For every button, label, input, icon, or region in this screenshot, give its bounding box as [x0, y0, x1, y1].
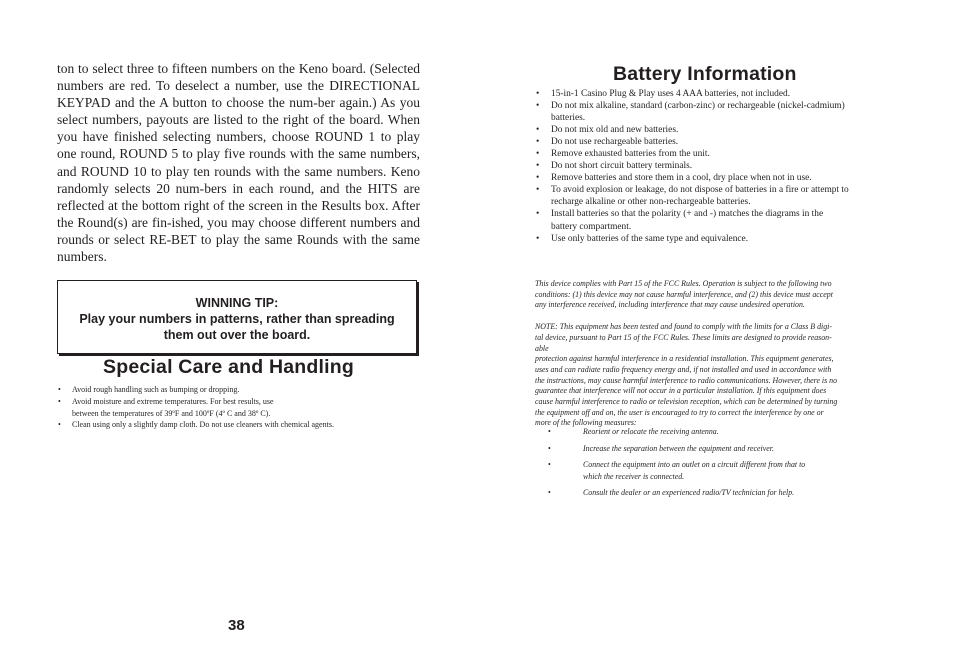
intro-line: bers in each round, and the HITS are reflected at the bottom: [57, 180, 420, 213]
battery-item-text: To avoid explosion or leakage, do not dispose of batteries in a fire or attempt to: [551, 185, 849, 196]
bullet-icon: •: [548, 460, 551, 469]
bullet-icon: •: [536, 149, 540, 160]
fcc-measure: [548, 443, 878, 455]
fcc-measure-text: Reorient or relocate the receiving antenna.: [583, 427, 719, 436]
battery-item-continued: [535, 112, 895, 124]
care-item: [57, 384, 397, 396]
care-item-text: Clean using only a slightly damp cloth. Do not use cleaners with chemical agents.: [72, 420, 334, 430]
intro-line: ished, you may choose different numbers and rounds or select: [57, 214, 420, 247]
battery-item: [535, 136, 895, 148]
winning-tip-box: [57, 280, 417, 354]
bullet-icon: •: [536, 89, 540, 99]
care-item-text: between the temperatures of 39ºF and 100ºF (4º C and 38º C).: [72, 408, 271, 418]
keno-paragraph: [57, 60, 420, 265]
fcc-measure-text: Consult the dealer or an experienced radio/TV technician for help.: [583, 488, 795, 497]
intro-line: DIRECTIONAL KEYPAD and the A button to choose the num-: [57, 78, 420, 111]
care-item-text: Avoid rough handling such as bumping or dropping.: [72, 385, 240, 394]
bullet-icon: •: [536, 233, 540, 244]
fcc-line: conditions: (1) this device may not cause harmful interference, and (2) this device must accept: [535, 289, 833, 299]
bullet-icon: •: [548, 488, 551, 497]
fcc-measure: [548, 459, 878, 482]
fcc-line: more of the following measures:: [535, 418, 637, 428]
care-list: [57, 384, 397, 431]
battery-item-text: Install batteries so that the polarity (+ and -) matches the diagrams in the: [551, 209, 824, 220]
fcc-line: the instructions, may cause harmful interference to radio communications. However, there is no: [535, 375, 838, 385]
care-item-text: Avoid moisture and extreme temperatures. For best results, use: [72, 396, 274, 406]
fcc-statement: [535, 279, 895, 429]
fcc-line: cause harmful interference to radio or television reception, which can be determined by turning: [535, 397, 838, 407]
battery-list: [535, 88, 895, 245]
intro-line: ton to select three to fifteen numbers on the Keno board.: [57, 61, 366, 76]
bullet-icon: •: [536, 101, 540, 112]
battery-item-continued: [535, 221, 895, 233]
battery-item-text: Do not mix alkaline, standard (carbon-zinc) or rechargeable (nickel-cadmium): [551, 101, 845, 112]
fcc-line: uses and can radiate radio frequency energy and, if not installed and used in accordance with: [535, 364, 832, 374]
battery-item-text: Remove batteries and store them in a cool, dry place when not in use.: [551, 173, 812, 184]
battery-item-text: Do not short circuit battery terminals.: [551, 161, 693, 172]
battery-item: [535, 124, 895, 136]
care-item: [57, 419, 397, 431]
battery-item-text: Do not use rechargeable batteries.: [551, 137, 679, 148]
fcc-measure: [548, 487, 878, 499]
fcc-line: any interference received, including interference that may cause undesired operation.: [535, 300, 805, 310]
bullet-icon: •: [536, 173, 540, 184]
battery-item: [535, 208, 895, 220]
battery-item: [535, 184, 895, 196]
fcc-line: protection against harmful interference in a residential installation. This equipment generates,: [535, 354, 834, 364]
intro-line: RE-BET to play the same Rounds with the same numbers.: [57, 231, 420, 265]
keno-instructions: [57, 60, 420, 265]
battery-item: [535, 100, 895, 112]
care-heading: Special Care and Handling: [103, 356, 354, 378]
intro-line: of the board. When you have finished selecting numbers,: [57, 112, 421, 145]
intro-line: right of the screen in the Results box. After the Round(s) are fin-: [57, 197, 421, 230]
intro-line: choose ROUND 1 to play one round, ROUND 5 to play five: [57, 129, 421, 162]
battery-heading: Battery Information: [613, 63, 797, 85]
page-number: 38: [228, 617, 245, 634]
battery-item-text: Do not mix old and new batteries.: [551, 125, 679, 136]
tip-line: Play your numbers in patterns, rather than spreading: [79, 312, 395, 326]
bullet-icon: •: [536, 161, 540, 172]
fcc-measure-text: which the receiver is connected.: [583, 471, 685, 481]
fcc-line: NOTE: This equipment has been tested and found to comply with the limits for a Class B digi-: [535, 322, 832, 332]
battery-item: [535, 88, 895, 100]
fcc-measure-text: Connect the equipment into an outlet on a circuit different from that to: [583, 460, 806, 469]
bullet-icon: •: [536, 125, 540, 136]
battery-item-text: 15-in-1 Casino Plug & Play uses 4 AAA batteries, not included.: [551, 89, 791, 99]
fcc-line: tal device, pursuant to Part 15 of the FCC Rules. These limits are designed to provide reason-: [535, 332, 832, 342]
tip-line: them out over the board.: [163, 328, 311, 342]
bullet-icon: •: [548, 443, 551, 453]
fcc-measure-text: Increase the separation between the equipment and receiver.: [583, 443, 774, 453]
battery-item: [535, 160, 895, 172]
battery-item: [535, 148, 895, 160]
bullet-icon: •: [536, 185, 540, 196]
battery-item-text: Remove exhausted batteries from the unit.: [551, 149, 710, 160]
battery-item-text: Use only batteries of the same type and equivalence.: [551, 233, 749, 244]
fcc-measures-list: [548, 426, 878, 504]
battery-item-continued: [535, 196, 895, 208]
fcc-measure: [548, 426, 878, 438]
intro-line: ber again.) As you select numbers, payouts are listed to the right: [57, 95, 420, 128]
bullet-icon: •: [536, 137, 540, 148]
intro-line: (Selected numbers are red. To deselect a number, use the: [57, 61, 420, 94]
battery-item: [535, 172, 895, 184]
care-item-continued: [57, 408, 397, 420]
tip-title: WINNING TIP:: [195, 296, 279, 310]
bullet-icon: •: [548, 427, 551, 436]
fcc-line: able: [535, 343, 549, 353]
battery-item-text: batteries.: [551, 113, 586, 124]
care-item: [57, 396, 397, 408]
bullet-icon: •: [58, 385, 61, 394]
battery-item-text: battery compartment.: [551, 221, 632, 232]
bullet-icon: •: [58, 420, 61, 430]
bullet-icon: •: [58, 396, 61, 406]
bullet-icon: •: [536, 209, 540, 220]
fcc-line: This device complies with Part 15 of the FCC Rules. Operation is subject to the following two: [535, 279, 832, 288]
intro-line: rounds with the same numbers. Keno randomly selects 20 num-: [57, 163, 421, 196]
fcc-line: the equipment off and on, the user is encouraged to try to correct the interference by one or: [535, 407, 824, 417]
intro-line: rounds with the same numbers, and ROUND 10 to play ten: [57, 146, 420, 179]
fcc-line: guarantee that interference will not occur in a particular installation. If this equipment does: [535, 386, 827, 396]
battery-item: [535, 233, 895, 245]
battery-item-text: recharge alkaline or other non-rechargeable batteries.: [551, 197, 751, 208]
